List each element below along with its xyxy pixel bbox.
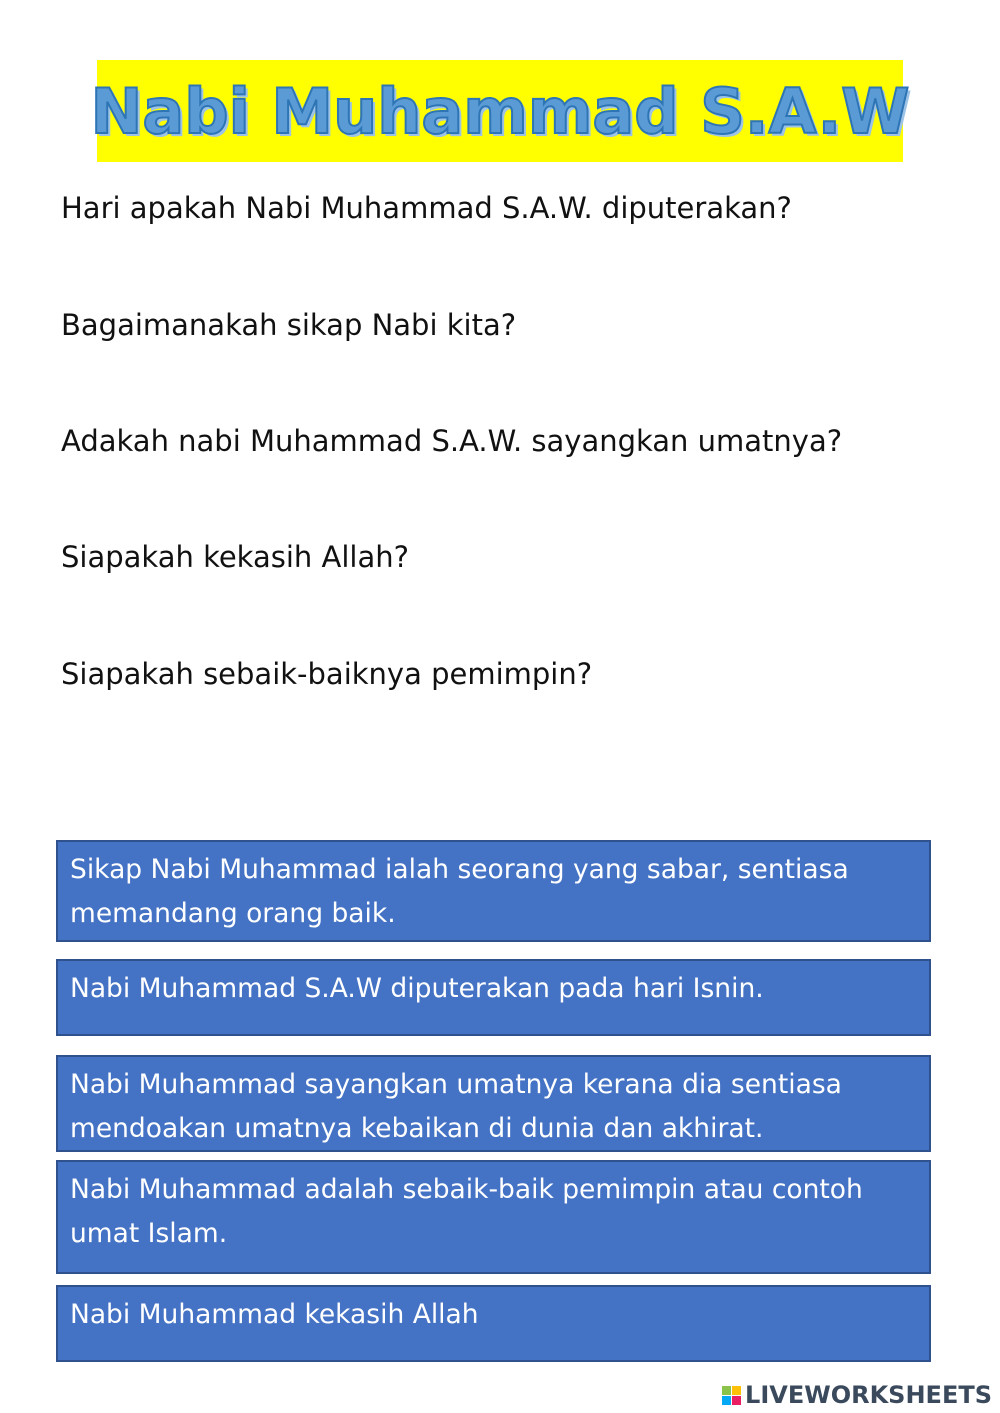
answer-card-1[interactable]: Sikap Nabi Muhammad ialah seorang yang sabar, sentiasa memandang orang baik.: [56, 840, 931, 942]
page-title: Nabi Muhammad S.A.W: [90, 74, 910, 148]
answer-card-4[interactable]: Nabi Muhammad adalah sebaik-baik pemimpin atau contoh umat Islam.: [56, 1160, 931, 1274]
question-1: Hari apakah Nabi Muhammad S.A.W. diputerakan?: [61, 191, 792, 225]
question-5: Siapakah sebaik-baiknya pemimpin?: [61, 657, 593, 691]
question-3: Adakah nabi Muhammad S.A.W. sayangkan umatnya?: [61, 424, 843, 458]
liveworksheets-logo-icon: [722, 1386, 741, 1405]
answer-card-3[interactable]: Nabi Muhammad sayangkan umatnya kerana dia sentiasa mendoakan umatnya kebaikan di dunia dan akhirat.: [56, 1055, 931, 1152]
title-banner: [90, 60, 910, 162]
question-2: Bagaimanakah sikap Nabi kita?: [61, 308, 517, 342]
answer-card-2[interactable]: Nabi Muhammad S.A.W diputerakan pada hari Isnin.: [56, 959, 931, 1036]
logo-text: LIVEWORKSHEETS: [745, 1381, 992, 1409]
answer-card-5[interactable]: Nabi Muhammad kekasih Allah: [56, 1285, 931, 1362]
liveworksheets-logo: [722, 1381, 992, 1409]
question-4: Siapakah kekasih Allah?: [61, 540, 409, 574]
